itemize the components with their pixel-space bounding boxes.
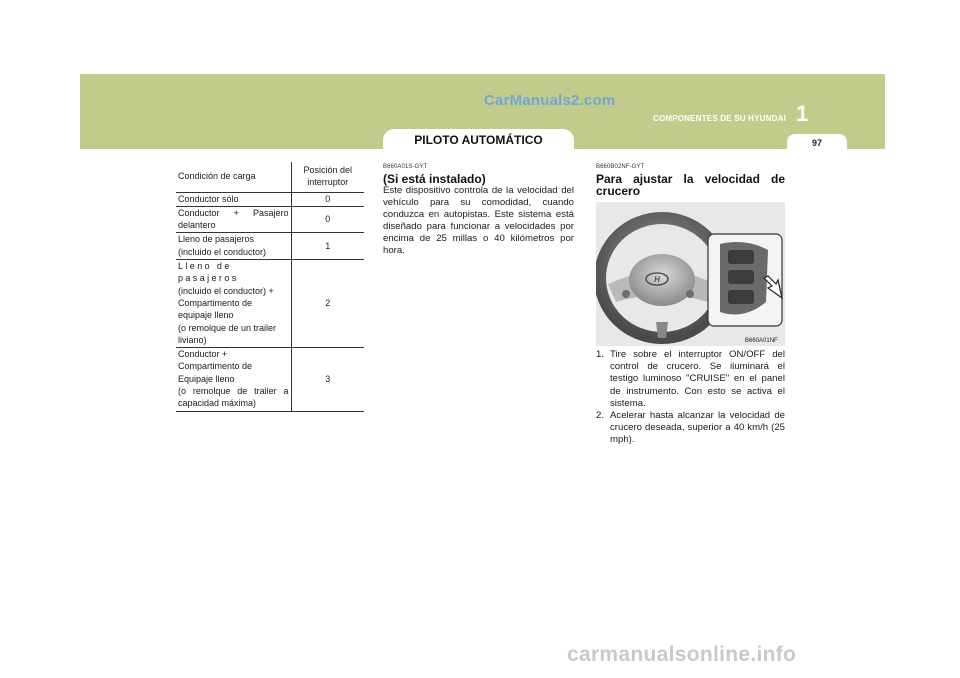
logo-letter: H xyxy=(654,275,660,284)
cell-line: liviano) xyxy=(178,334,207,345)
section-cruise-intro xyxy=(383,164,574,258)
lower-spoke xyxy=(656,322,668,338)
table-cell-condition xyxy=(176,233,291,260)
table-header-row xyxy=(176,162,364,192)
switch-cancel-button xyxy=(728,290,754,304)
cell-line: Conductor + Pasajero xyxy=(178,207,289,218)
list-item xyxy=(596,410,785,447)
step-text: Acelerar hasta alcanzar la velocidad de crucero deseada, superior a 40 km/h (25 mph). xyxy=(610,410,785,446)
cell-line: capacidad máxima) xyxy=(178,398,257,409)
page-number: 97 xyxy=(787,134,847,150)
switch-set-button xyxy=(728,270,754,284)
left-button-icon xyxy=(622,290,630,298)
figure-code: B660A01NF xyxy=(745,338,778,344)
switch-res-button xyxy=(728,250,754,264)
table-cell-position: 3 xyxy=(291,348,364,411)
section-code: B660A01S-GYT xyxy=(383,164,428,170)
cell-line: delantero xyxy=(178,220,216,231)
cell-line: Compartimento de xyxy=(178,361,253,372)
cell-line: Compartimento de xyxy=(178,297,253,308)
cell-line: Lleno de pasajeros xyxy=(178,261,239,284)
table-cell-position: 0 xyxy=(291,192,364,206)
table-cell-position: 1 xyxy=(291,233,364,260)
section-code: B660B02NF-GYT xyxy=(596,164,645,170)
table-cell-condition xyxy=(176,260,291,348)
cell-line: (incluido el conductor) xyxy=(178,246,267,257)
heading-line: crucero xyxy=(596,184,641,198)
cell-line: Lleno de pasajeros xyxy=(178,234,255,245)
chapter-label: COMPONENTES DE SU HYUNDAI xyxy=(652,114,786,123)
section-set-speed xyxy=(596,164,785,197)
list-item xyxy=(596,349,785,410)
table-header-position: Posición del interruptor xyxy=(303,165,353,188)
table-row xyxy=(176,260,364,348)
table-row xyxy=(176,206,364,233)
load-condition-table xyxy=(176,162,364,412)
table-cell-condition: Conductor sólo xyxy=(176,192,291,206)
cell-line: equipaje lleno xyxy=(178,310,234,321)
steps-list xyxy=(596,349,785,447)
cell-line: Conductor + xyxy=(178,349,228,360)
section-heading xyxy=(596,173,785,197)
table-row xyxy=(176,233,364,260)
section-heading: (Si está instalado) xyxy=(383,172,486,186)
cell-line: Equipaje lleno xyxy=(178,373,235,384)
chapter-number: 1 xyxy=(796,101,809,126)
table-cell-position: 2 xyxy=(291,260,364,348)
table-cell-condition xyxy=(176,206,291,233)
step-text: Tire sobre el interruptor ON/OFF del control de crucero. Se iluminará el testigo luminoso "CRUISE" en el panel de instrumento. Con esto se activa el sistema. xyxy=(610,349,785,409)
table-row xyxy=(176,192,364,206)
table-header-condition: Condición de carga xyxy=(176,162,291,192)
step-number: 1. xyxy=(596,349,605,360)
section-title: PILOTO AUTOMÁTICO xyxy=(383,129,574,150)
steering-wheel-drawing xyxy=(596,202,785,346)
heading-line: Para ajustar la velocidad de xyxy=(596,172,785,186)
watermark-bottom[interactable]: carmanualsonline.info xyxy=(567,643,797,666)
section-body: Este dispositivo controla de la velocidad del vehículo para su comodidad, cuando conduzca en autopistas. Este sistema está diseñado para funcionar a velocidades por encima de 25 millas o 40 kilómetros por hora. xyxy=(383,185,574,257)
cell-line: (o remolque de un trailer xyxy=(178,322,277,333)
cell-line: (o remolque de trailer a xyxy=(178,386,289,397)
watermark-top[interactable]: CarManuals2.com xyxy=(484,92,616,109)
wheel-hub xyxy=(629,254,695,306)
step-number: 2. xyxy=(596,410,605,422)
table-cell-position: 0 xyxy=(291,206,364,233)
table-row xyxy=(176,348,364,411)
cell-line: (incluido el conductor) + xyxy=(178,285,274,296)
table-cell-condition xyxy=(176,348,291,411)
right-button-icon xyxy=(686,290,694,298)
steering-wheel-illustration xyxy=(596,202,785,346)
